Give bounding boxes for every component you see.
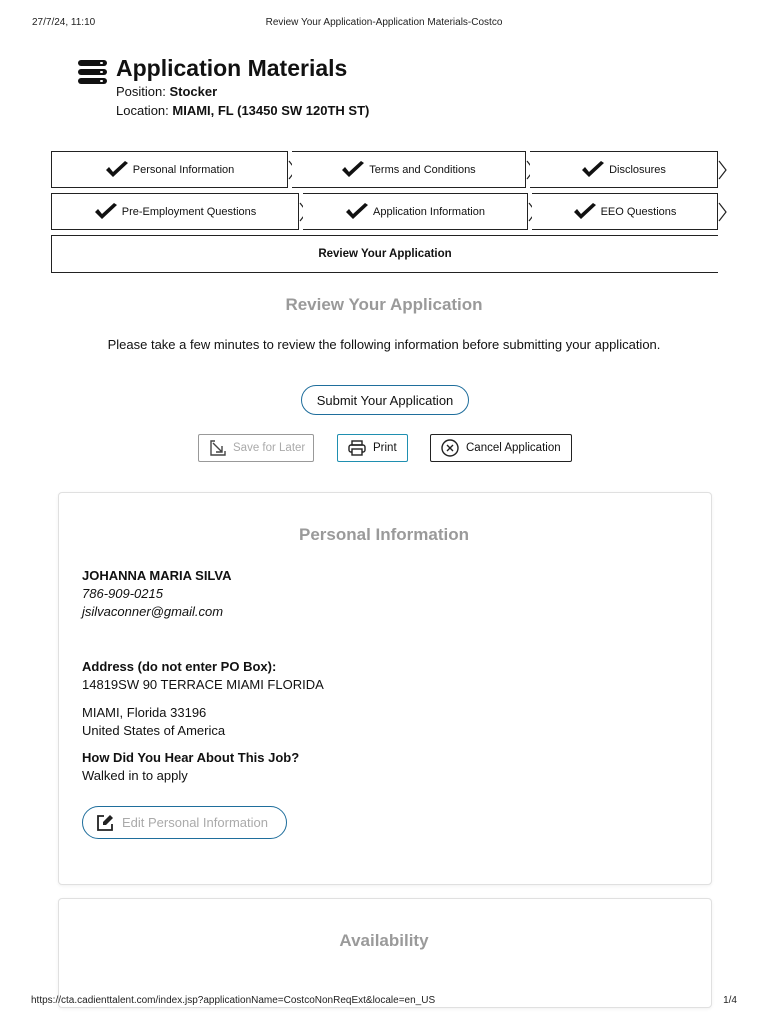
submit-application-label: Submit Your Application (316, 392, 454, 408)
print-url: https://cta.cadienttalent.com/index.jsp?applicationName=CostcoNonReqExt&locale=en_US (31, 995, 436, 1006)
address-label: Address (do not enter PO Box): (82, 659, 277, 674)
step-label: EEO Questions (600, 205, 677, 218)
review-intro-text: Please take a few minutes to review the following information before submitting your application. (107, 337, 661, 352)
hear-about-job-value: Walked in to apply (82, 768, 188, 783)
print-header (0, 17, 768, 31)
step-personal-information[interactable] (51, 151, 288, 188)
position-value: Stocker (169, 84, 218, 99)
review-heading: Review Your Application (285, 295, 483, 314)
save-for-later-label: Save for Later (233, 442, 306, 454)
checkmark-icon (341, 161, 365, 179)
edit-personal-information-button[interactable] (82, 806, 287, 839)
address-line1: 14819SW 90 TERRACE MIAMI FLORIDA (82, 677, 324, 692)
submit-application-button[interactable] (301, 385, 469, 415)
server-stack-icon (78, 60, 109, 88)
save-arrow-icon (209, 439, 227, 457)
applicant-name: JOHANNA MARIA SILVA (82, 568, 232, 583)
pencil-square-icon (95, 813, 115, 833)
applicant-email: jsilvaconner@gmail.com (82, 604, 224, 619)
step-disclosures[interactable] (530, 151, 718, 188)
step-eeo-questions[interactable] (532, 193, 718, 230)
step-application-information[interactable] (303, 193, 528, 230)
address-country: United States of America (82, 723, 226, 738)
step-label: Disclosures (609, 163, 666, 176)
step-label: Terms and Conditions (369, 163, 476, 176)
location-line (116, 103, 369, 118)
personal-information-heading: Personal Information (298, 525, 470, 544)
print-button[interactable] (337, 434, 408, 462)
print-page-number: 1/4 (723, 995, 737, 1006)
checkmark-icon (345, 203, 369, 221)
checkmark-icon (105, 161, 129, 179)
position-line (116, 84, 217, 99)
step-label: Review Your Application (318, 248, 452, 260)
page-title: Application Materials (116, 55, 348, 81)
step-label: Application Information (373, 205, 485, 218)
address-city-state-zip: MIAMI, Florida 33196 (82, 705, 207, 720)
step-review-your-application[interactable] (51, 235, 718, 273)
printer-icon (347, 439, 367, 457)
checkmark-icon (581, 161, 605, 179)
circle-x-icon (440, 438, 460, 458)
checkmark-icon (573, 203, 597, 221)
print-document-title: Review Your Application-Application Materials-Costco (265, 17, 503, 28)
save-for-later-button[interactable] (198, 434, 314, 462)
step-label: Pre-Employment Questions (121, 205, 257, 218)
location-label: Location: (116, 103, 173, 118)
position-label: Position: (116, 84, 170, 99)
print-label: Print (373, 442, 397, 454)
chevron-right-outline-icon (718, 202, 727, 222)
print-date: 27/7/24, 11:10 (32, 17, 96, 28)
cancel-application-label: Cancel Application (466, 442, 561, 454)
hear-about-job-label: How Did You Hear About This Job? (82, 750, 300, 765)
edit-personal-information-label: Edit Personal Information (122, 815, 268, 830)
chevron-right-outline-icon (718, 160, 727, 180)
step-pre-employment-questions[interactable] (51, 193, 299, 230)
cancel-application-button[interactable] (430, 434, 572, 462)
checkmark-icon (94, 203, 118, 221)
step-terms-and-conditions[interactable] (292, 151, 526, 188)
availability-card (58, 898, 712, 1008)
step-label: Personal Information (132, 163, 235, 176)
applicant-phone: 786-909-0215 (82, 586, 163, 601)
location-value: MIAMI, FL (13450 SW 120TH ST) (172, 103, 370, 118)
availability-heading: Availability (339, 931, 429, 950)
